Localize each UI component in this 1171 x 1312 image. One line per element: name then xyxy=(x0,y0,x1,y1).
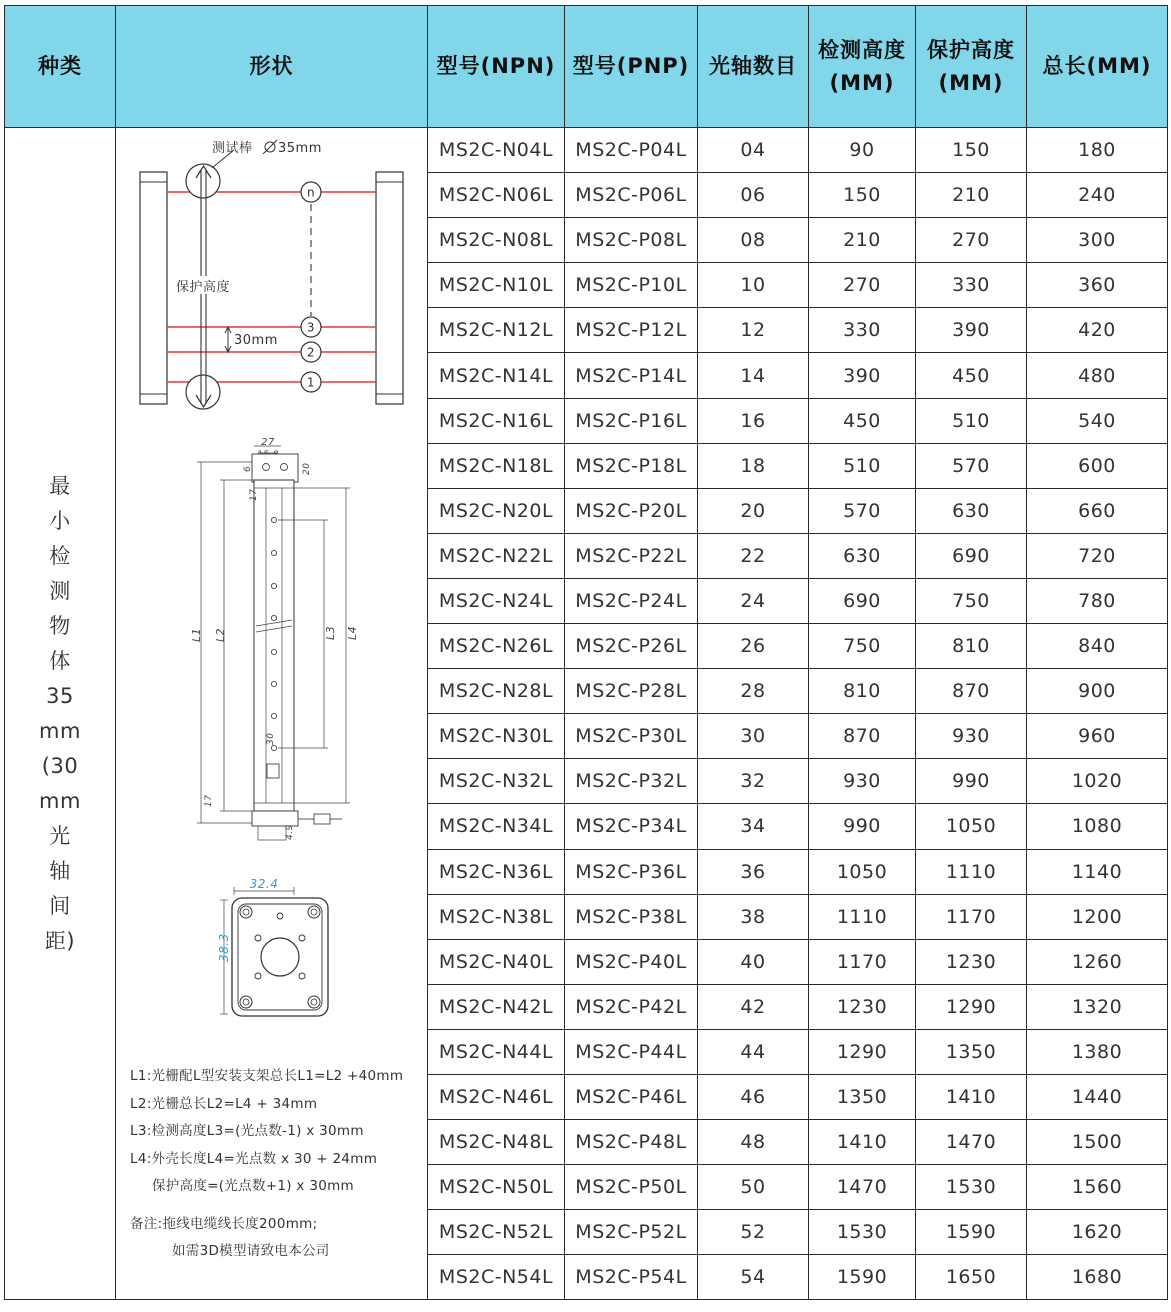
cell-axes: 54 xyxy=(698,1255,809,1300)
spec-table xyxy=(4,5,1168,1300)
cell-detect: 90 xyxy=(809,128,916,173)
cell-total: 1320 xyxy=(1027,984,1168,1029)
cell-npn: MS2C-N38L xyxy=(428,894,565,939)
cell-npn: MS2C-N16L xyxy=(428,398,565,443)
cell-axes: 52 xyxy=(698,1210,809,1255)
cell-total: 180 xyxy=(1027,128,1168,173)
cell-protect: 270 xyxy=(916,218,1027,263)
dim-l1: L1 xyxy=(190,627,203,642)
cell-axes: 18 xyxy=(698,443,809,488)
cell-pnp: MS2C-P16L xyxy=(565,398,698,443)
cell-total: 1560 xyxy=(1027,1165,1168,1210)
cell-total: 1260 xyxy=(1027,939,1168,984)
cell-axes: 16 xyxy=(698,398,809,443)
beam-pitch-label: 30mm xyxy=(234,333,278,348)
cell-pnp: MS2C-P24L xyxy=(565,578,698,623)
cell-axes: 44 xyxy=(698,1029,809,1074)
cell-protect: 630 xyxy=(916,488,1027,533)
test-rod-size: 35mm xyxy=(278,141,322,156)
cell-detect: 1410 xyxy=(809,1120,916,1165)
cell-protect: 990 xyxy=(916,759,1027,804)
cell-total: 360 xyxy=(1027,263,1168,308)
cell-axes: 22 xyxy=(698,533,809,578)
cell-npn: MS2C-N30L xyxy=(428,714,565,759)
category-char: 小 xyxy=(49,508,71,533)
category-char: 物 xyxy=(49,613,71,638)
cell-detect: 990 xyxy=(809,804,916,849)
category-cell xyxy=(5,128,116,1300)
cell-npn: MS2C-N44L xyxy=(428,1029,565,1074)
cell-npn: MS2C-N48L xyxy=(428,1120,565,1165)
emitter-bar xyxy=(140,172,167,404)
cell-axes: 42 xyxy=(698,984,809,1029)
cell-axes: 50 xyxy=(698,1165,809,1210)
cell-total: 1380 xyxy=(1027,1029,1168,1074)
test-rod-bottom xyxy=(186,375,220,409)
dim-height: 38.3 xyxy=(217,933,231,962)
dim-width: 32.4 xyxy=(249,877,279,891)
cell-total: 1440 xyxy=(1027,1074,1168,1119)
cell-npn: MS2C-N18L xyxy=(428,443,565,488)
cell-protect: 930 xyxy=(916,714,1027,759)
category-char: 距) xyxy=(44,928,76,953)
cell-pnp: MS2C-P42L xyxy=(565,984,698,1029)
cell-axes: 48 xyxy=(698,1120,809,1165)
beam-diagram xyxy=(140,140,403,409)
dim-l3: L3 xyxy=(324,625,337,640)
cell-protect: 390 xyxy=(916,308,1027,353)
formula-notes xyxy=(130,1063,403,1266)
dim-30: 30 xyxy=(266,732,276,745)
cell-npn: MS2C-N08L xyxy=(428,218,565,263)
cell-total: 840 xyxy=(1027,624,1168,669)
end-view-drawing xyxy=(217,877,328,1016)
cell-total: 1020 xyxy=(1027,759,1168,804)
cell-pnp: MS2C-P06L xyxy=(565,173,698,218)
cell-pnp: MS2C-P32L xyxy=(565,759,698,804)
cell-total: 240 xyxy=(1027,173,1168,218)
cell-protect: 1350 xyxy=(916,1029,1027,1074)
cell-detect: 870 xyxy=(809,714,916,759)
cell-detect: 270 xyxy=(809,263,916,308)
cell-pnp: MS2C-P08L xyxy=(565,218,698,263)
cell-pnp: MS2C-P44L xyxy=(565,1029,698,1074)
beam-3-label: 3 xyxy=(306,320,316,335)
cell-npn: MS2C-N36L xyxy=(428,849,565,894)
cell-detect: 150 xyxy=(809,173,916,218)
connector-icon xyxy=(314,814,330,824)
cell-detect: 1170 xyxy=(809,939,916,984)
cell-total: 1500 xyxy=(1027,1120,1168,1165)
header-protect-line2: (MM) xyxy=(938,70,1004,95)
cell-detect: 1530 xyxy=(809,1210,916,1255)
cell-detect: 1590 xyxy=(809,1255,916,1300)
cell-npn: MS2C-N12L xyxy=(428,308,565,353)
cell-axes: 06 xyxy=(698,173,809,218)
cell-axes: 32 xyxy=(698,759,809,804)
category-char: mm xyxy=(39,718,81,743)
cell-npn: MS2C-N14L xyxy=(428,353,565,398)
cell-pnp: MS2C-P12L xyxy=(565,308,698,353)
cell-protect: 750 xyxy=(916,578,1027,623)
cell-total: 600 xyxy=(1027,443,1168,488)
cell-protect: 330 xyxy=(916,263,1027,308)
cell-total: 1200 xyxy=(1027,894,1168,939)
category-char: 光 xyxy=(49,823,71,848)
protect-height-label: 保护高度 xyxy=(176,280,231,295)
cell-protect: 1290 xyxy=(916,984,1027,1029)
shape-cell xyxy=(116,128,428,1300)
category-char: 检 xyxy=(49,543,71,568)
cell-detect: 930 xyxy=(809,759,916,804)
cell-protect: 1590 xyxy=(916,1210,1027,1255)
cell-detect: 390 xyxy=(809,353,916,398)
cell-total: 960 xyxy=(1027,714,1168,759)
beam-1-label: 1 xyxy=(306,375,316,390)
cell-npn: MS2C-N42L xyxy=(428,984,565,1029)
top-bracket xyxy=(252,454,298,482)
cell-detect: 1350 xyxy=(809,1074,916,1119)
dim-6: 6 xyxy=(243,465,253,472)
cell-npn: MS2C-N32L xyxy=(428,759,565,804)
cell-npn: MS2C-N34L xyxy=(428,804,565,849)
cell-pnp: MS2C-P28L xyxy=(565,669,698,714)
cell-npn: MS2C-N24L xyxy=(428,578,565,623)
header-type: 种类 xyxy=(5,6,116,128)
cell-pnp: MS2C-P20L xyxy=(565,488,698,533)
cell-detect: 810 xyxy=(809,669,916,714)
cell-detect: 1470 xyxy=(809,1165,916,1210)
cell-protect: 210 xyxy=(916,173,1027,218)
cell-total: 1140 xyxy=(1027,849,1168,894)
header-npn: 型号(NPN) xyxy=(428,6,565,128)
cell-pnp: MS2C-P52L xyxy=(565,1210,698,1255)
end-face xyxy=(232,898,328,1016)
cell-pnp: MS2C-P18L xyxy=(565,443,698,488)
header-protect-height xyxy=(916,6,1027,128)
header-detect-line1: 检测高度 xyxy=(818,37,906,62)
cell-pnp: MS2C-P40L xyxy=(565,939,698,984)
cell-pnp: MS2C-P34L xyxy=(565,804,698,849)
note-remark-2: 如需3D模型请致电本公司 xyxy=(172,1243,330,1259)
cell-npn: MS2C-N26L xyxy=(428,624,565,669)
cell-protect: 690 xyxy=(916,533,1027,578)
header-axes: 光轴数目 xyxy=(698,6,809,128)
cell-pnp: MS2C-P46L xyxy=(565,1074,698,1119)
beam-n-label: n xyxy=(306,185,316,200)
category-char: 35 xyxy=(46,683,74,708)
cell-npn: MS2C-N22L xyxy=(428,533,565,578)
header-total-length: 总长(MM) xyxy=(1027,6,1168,128)
cell-detect: 1290 xyxy=(809,1029,916,1074)
cell-npn: MS2C-N50L xyxy=(428,1165,565,1210)
note-l4: L4:外壳长度L4=光点数 x 30 + 24mm xyxy=(130,1150,378,1167)
header-shape: 形状 xyxy=(116,6,428,128)
category-char: 最 xyxy=(49,473,71,498)
beam-2-label: 2 xyxy=(306,345,316,360)
category-char: 体 xyxy=(49,648,71,673)
test-rod-label: 测试棒 xyxy=(212,141,253,156)
cell-npn: MS2C-N06L xyxy=(428,173,565,218)
note-l3: L3:检测高度L3=(光点数-1) x 30mm xyxy=(130,1123,364,1139)
cell-axes: 04 xyxy=(698,128,809,173)
cell-pnp: MS2C-P22L xyxy=(565,533,698,578)
cell-axes: 24 xyxy=(698,578,809,623)
cell-protect: 1470 xyxy=(916,1120,1027,1165)
header-protect-line1: 保护高度 xyxy=(927,37,1015,62)
cell-total: 480 xyxy=(1027,353,1168,398)
cell-detect: 1050 xyxy=(809,849,916,894)
dim-20: 20 xyxy=(302,462,312,475)
cell-detect: 510 xyxy=(809,443,916,488)
cell-detect: 330 xyxy=(809,308,916,353)
bottom-bracket xyxy=(252,811,298,826)
dim-17-bottom: 17 xyxy=(204,794,214,807)
cell-npn: MS2C-N20L xyxy=(428,488,565,533)
cell-pnp: MS2C-P14L xyxy=(565,353,698,398)
cell-protect: 1650 xyxy=(916,1255,1027,1300)
cell-protect: 1410 xyxy=(916,1074,1027,1119)
cell-total: 540 xyxy=(1027,398,1168,443)
cell-detect: 1110 xyxy=(809,894,916,939)
cell-protect: 1230 xyxy=(916,939,1027,984)
cell-axes: 20 xyxy=(698,488,809,533)
cell-axes: 26 xyxy=(698,624,809,669)
cell-npn: MS2C-N10L xyxy=(428,263,565,308)
header-detect-line2: (MM) xyxy=(829,70,895,95)
cell-total: 780 xyxy=(1027,578,1168,623)
dim-27: 27 xyxy=(261,437,275,448)
cell-detect: 210 xyxy=(809,218,916,263)
cell-axes: 30 xyxy=(698,714,809,759)
cell-pnp: MS2C-P10L xyxy=(565,263,698,308)
cell-axes: 38 xyxy=(698,894,809,939)
cell-total: 1680 xyxy=(1027,1255,1168,1300)
cell-protect: 150 xyxy=(916,128,1027,173)
cell-axes: 28 xyxy=(698,669,809,714)
cell-axes: 12 xyxy=(698,308,809,353)
cell-total: 720 xyxy=(1027,533,1168,578)
sensor-housing xyxy=(254,480,294,811)
dim-l4: L4 xyxy=(346,625,359,640)
note-l2: L2:光栅总长L2=L4 + 34mm xyxy=(130,1095,318,1112)
cell-pnp: MS2C-P48L xyxy=(565,1120,698,1165)
cell-detect: 570 xyxy=(809,488,916,533)
cell-pnp: MS2C-P30L xyxy=(565,714,698,759)
cell-protect: 810 xyxy=(916,624,1027,669)
cell-pnp: MS2C-P26L xyxy=(565,624,698,669)
cell-npn: MS2C-N28L xyxy=(428,669,565,714)
cell-axes: 10 xyxy=(698,263,809,308)
cell-npn: MS2C-N40L xyxy=(428,939,565,984)
cell-protect: 1170 xyxy=(916,894,1027,939)
cell-detect: 1230 xyxy=(809,984,916,1029)
cell-protect: 1530 xyxy=(916,1165,1027,1210)
cell-axes: 40 xyxy=(698,939,809,984)
cell-protect: 570 xyxy=(916,443,1027,488)
cell-axes: 46 xyxy=(698,1074,809,1119)
dim-17-top: 17 xyxy=(249,488,259,501)
cell-detect: 750 xyxy=(809,624,916,669)
cell-pnp: MS2C-P36L xyxy=(565,849,698,894)
category-char: 测 xyxy=(49,578,71,603)
cell-protect: 1110 xyxy=(916,849,1027,894)
header-row xyxy=(5,6,1168,128)
note-protect: 保护高度=(光点数+1) x 30mm xyxy=(152,1178,354,1194)
note-l1: L1:光栅配L型安装支架总长L1=L2 +40mm xyxy=(130,1068,404,1084)
cell-npn: MS2C-N46L xyxy=(428,1074,565,1119)
dimension-drawing xyxy=(190,437,359,840)
cell-total: 1080 xyxy=(1027,804,1168,849)
cell-detect: 450 xyxy=(809,398,916,443)
cell-axes: 36 xyxy=(698,849,809,894)
cell-total: 900 xyxy=(1027,669,1168,714)
cell-detect: 630 xyxy=(809,533,916,578)
dim-l2: L2 xyxy=(214,627,227,642)
dim-4-9: 4.9 xyxy=(285,824,295,840)
diameter-icon xyxy=(263,140,277,154)
category-char: (30 xyxy=(41,753,79,778)
cell-total: 300 xyxy=(1027,218,1168,263)
cell-protect: 1050 xyxy=(916,804,1027,849)
category-char: mm xyxy=(39,788,81,813)
cell-protect: 450 xyxy=(916,353,1027,398)
category-char: 轴 xyxy=(49,858,71,883)
header-pnp: 型号(PNP) xyxy=(565,6,698,128)
cell-total: 1620 xyxy=(1027,1210,1168,1255)
cell-npn: MS2C-N04L xyxy=(428,128,565,173)
cell-npn: MS2C-N54L xyxy=(428,1255,565,1300)
test-rod-top xyxy=(186,164,220,198)
cell-total: 660 xyxy=(1027,488,1168,533)
receiver-bar xyxy=(376,172,403,404)
cell-protect: 870 xyxy=(916,669,1027,714)
header-detect-height xyxy=(809,6,916,128)
cell-total: 420 xyxy=(1027,308,1168,353)
category-char: 间 xyxy=(49,893,71,918)
cell-pnp: MS2C-P50L xyxy=(565,1165,698,1210)
cell-pnp: MS2C-P54L xyxy=(565,1255,698,1300)
cell-protect: 510 xyxy=(916,398,1027,443)
table-row xyxy=(5,128,1168,173)
cell-axes: 34 xyxy=(698,804,809,849)
cell-axes: 14 xyxy=(698,353,809,398)
cell-pnp: MS2C-P38L xyxy=(565,894,698,939)
cell-npn: MS2C-N52L xyxy=(428,1210,565,1255)
cell-detect: 690 xyxy=(809,578,916,623)
note-remark-1: 备注:拖线电缆线长度200mm; xyxy=(130,1215,318,1232)
cell-pnp: MS2C-P04L xyxy=(565,128,698,173)
cell-axes: 08 xyxy=(698,218,809,263)
